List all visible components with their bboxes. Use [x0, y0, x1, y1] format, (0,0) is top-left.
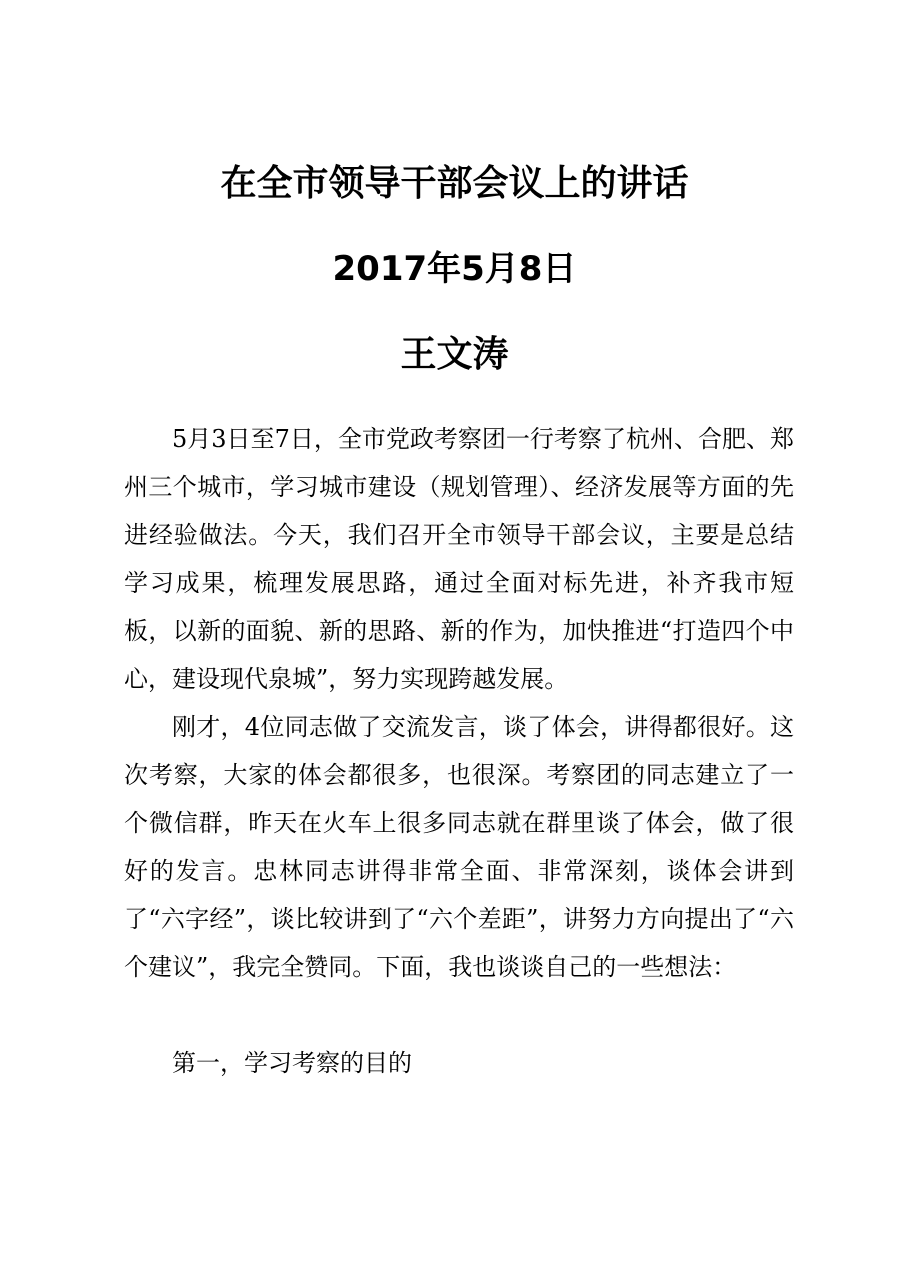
speech-body — [124, 0, 794, 1286]
section-heading-first: 第一，学习考察的目的 — [172, 1049, 412, 1077]
speech-author: 王文涛 — [400, 334, 509, 375]
speech-date: 2017年5月8日 — [332, 249, 577, 289]
speech-title: 在全市领导干部会议上的讲话 — [220, 163, 689, 204]
paragraph-intro: 5月3日至7日，全市党政考察团一行考察了杭州、合肥、郑州三个城市，学习城市建设（规划管理）、经济发展等方面的先进经验做法。今天，我们召开全市领导干部会议，主要是总结学习成果，梳理发展思路，通过全面对标先进，补齐我市短板，以新的面貌、新的思路、新的作为，加快推进“打造四个中心，建设现代泉城”，努力实现跨越发展。 — [124, 425, 794, 693]
paragraph-remarks: 刚才，4位同志做了交流发言，谈了体会，讲得都很好。这次考察，大家的体会都很多，也很深。考察团的同志建立了一个微信群，昨天在火车上很多同志就在群里谈了体会，做了很好的发言。忠林同志讲得非常全面、非常深刻，谈体会讲到了“六字经”，谈比较讲到了“六个差距”，讲努力方向提出了“六个建议”，我完全赞同。下面，我也谈谈自己的一些想法： — [124, 713, 794, 981]
